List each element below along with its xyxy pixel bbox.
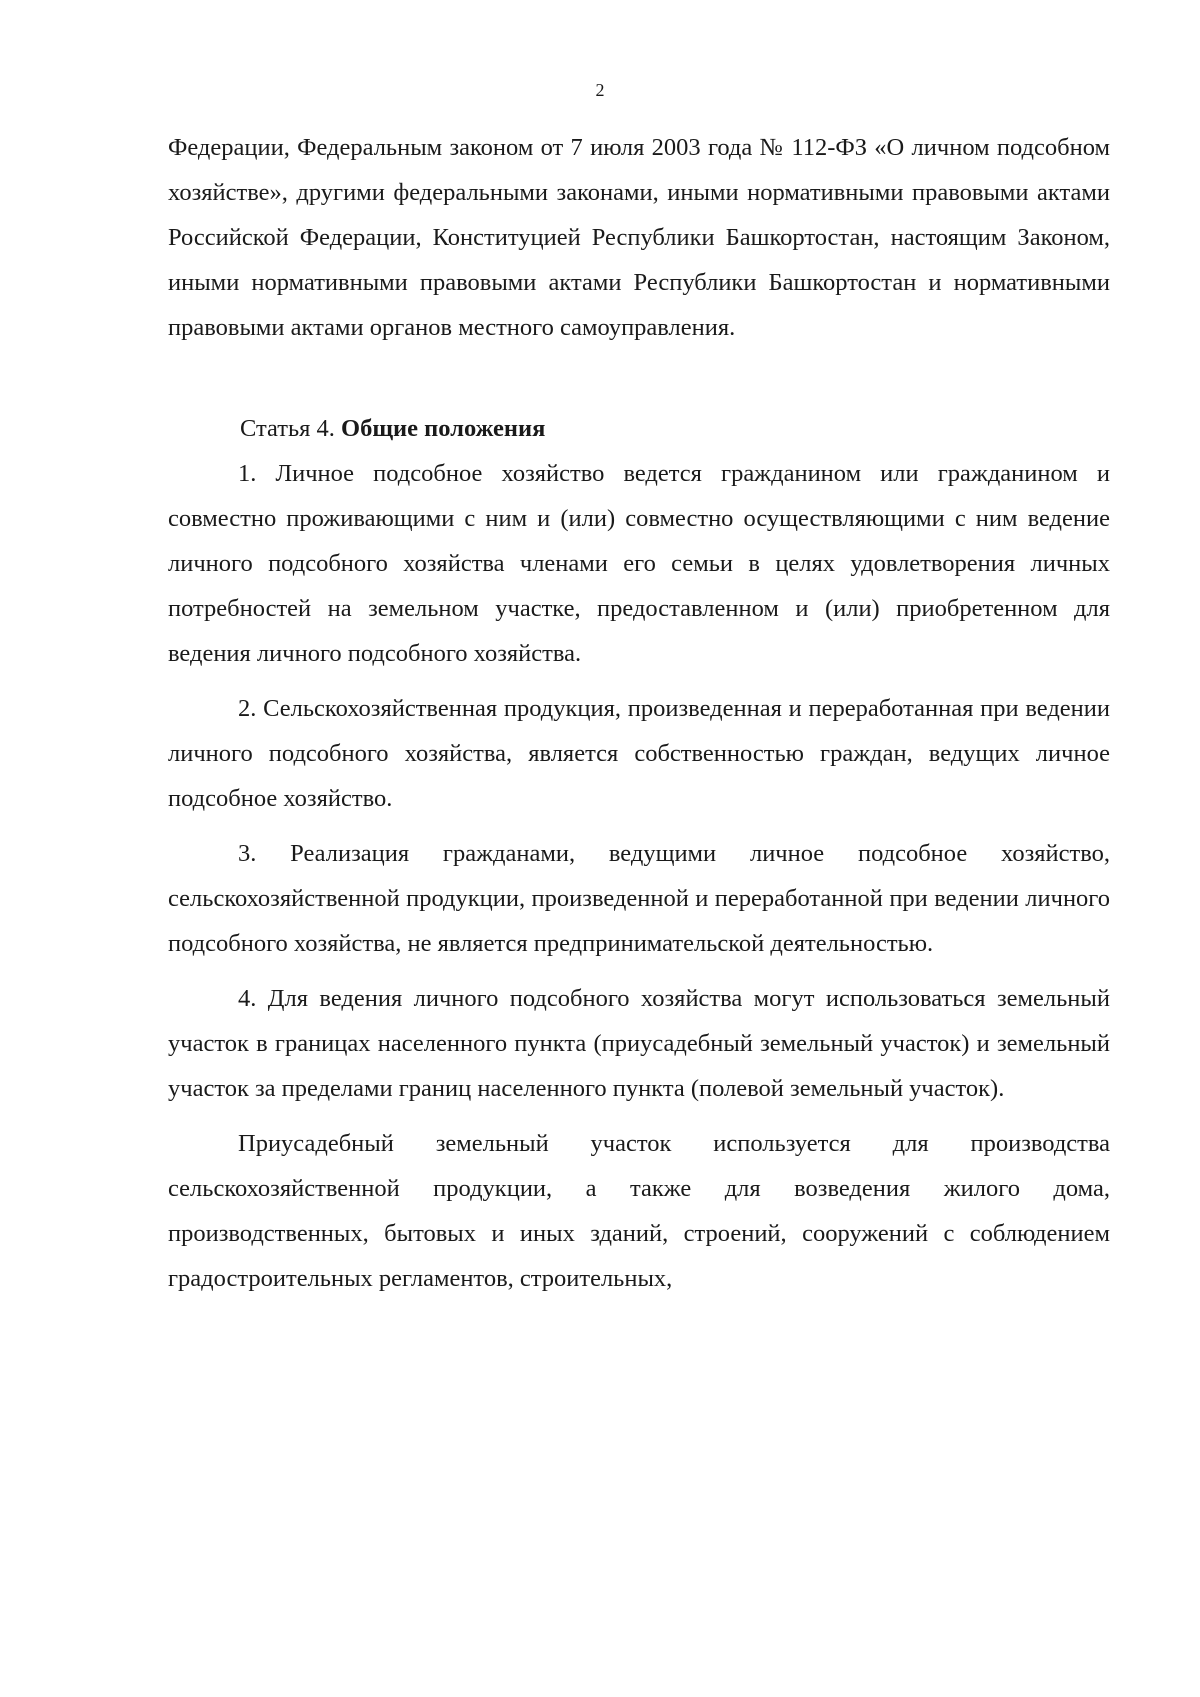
paragraph-continuation: Федерации, Федеральным законом от 7 июля 2003 года № 112-ФЗ «О личном подсобном хозяйстве», другими федеральными законами, иными нормативными правовыми актами Российской Федерации, Конституцией Республики Башкортостан, настоящим Законом, иными нормативными правовыми актами Республики Башкортостан и нормативными правовыми актами органов местного самоуправления. bbox=[168, 134, 1110, 341]
paragraph-item-2: 2. Сельскохозяйственная продукция, произведенная и переработанная при ведении личного подсобного хозяйства, является собственностью граждан, ведущих личное подсобное хозяйство. bbox=[168, 695, 1110, 812]
document-body bbox=[168, 125, 1110, 1301]
page-number: 2 bbox=[595, 80, 605, 100]
article-title: Общие положения bbox=[341, 415, 546, 442]
paragraph-item-3: 3. Реализация гражданами, ведущими личное подсобное хозяйство, сельскохозяйственной продукции, произведенной и переработанной при ведении личного подсобного хозяйства, не является предпринимательской деятельностью. bbox=[168, 840, 1110, 957]
article-number: Статья 4. bbox=[240, 415, 342, 442]
article-heading bbox=[168, 406, 1110, 451]
paragraph-household-plot: Приусадебный земельный участок используется для производства сельскохозяйственной продукции, а также для возведения жилого дома, производственных, бытовых и иных зданий, строений, сооружений с соблюдением градостроительных регламентов, строительных, bbox=[168, 1130, 1110, 1292]
paragraph-item-4: 4. Для ведения личного подсобного хозяйства могут использоваться земельный участок в границах населенного пункта (приусадебный земельный участок) и земельный участок за пределами границ населенного пункта (полевой земельный участок). bbox=[168, 985, 1110, 1102]
paragraph-item-1: 1. Личное подсобное хозяйство ведется гражданином или гражданином и совместно проживающими с ним и (или) совместно осуществляющими с ним ведение личного подсобного хозяйства членами его семьи в целях удовлетворения личных потребностей на земельном участке, предоставленном и (или) приобретенном для ведения личного подсобного хозяйства. bbox=[168, 460, 1110, 667]
